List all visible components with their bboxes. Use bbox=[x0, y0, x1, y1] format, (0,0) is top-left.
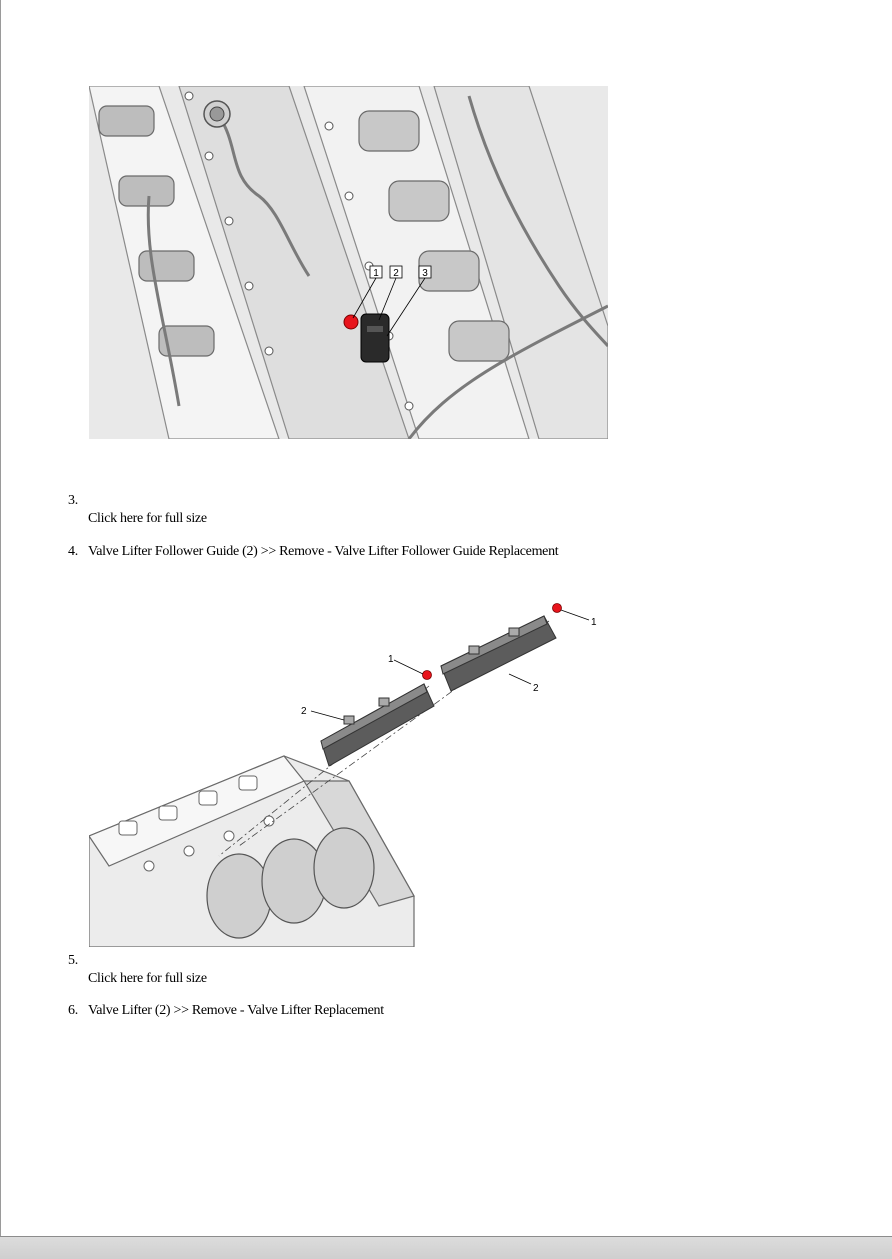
fig2-callout-right-2: 2 bbox=[533, 683, 539, 694]
step-4-number: 4. bbox=[68, 544, 78, 559]
engine-top-illustration bbox=[89, 86, 608, 439]
fig1-callout-3: 3 bbox=[422, 268, 428, 279]
fig1-callout-2: 2 bbox=[393, 268, 399, 279]
step-6-number: 6. bbox=[68, 1003, 78, 1018]
fig1-callout-1: 1 bbox=[373, 268, 379, 279]
viewer-bottom-bar bbox=[0, 1236, 892, 1259]
fig2-callout-left-2: 2 bbox=[301, 706, 307, 717]
fig2-callout-left-1: 1 bbox=[388, 654, 394, 665]
page-left-border bbox=[0, 0, 1, 1236]
lifter-guide-exploded-illustration bbox=[89, 596, 609, 947]
step-6-text: Valve Lifter (2) >> Remove - Valve Lifter Replacement bbox=[88, 1003, 384, 1018]
fig2-callout-right-1: 1 bbox=[591, 617, 597, 628]
step-3-number: 3. bbox=[68, 493, 78, 508]
step-5-number: 5. bbox=[68, 953, 78, 968]
step-4-text: Valve Lifter Follower Guide (2) >> Remove - Valve Lifter Follower Guide Replacement bbox=[88, 544, 559, 559]
full-size-link[interactable]: Click here for full size bbox=[88, 511, 207, 526]
full-size-link[interactable]: Click here for full size bbox=[88, 971, 207, 986]
